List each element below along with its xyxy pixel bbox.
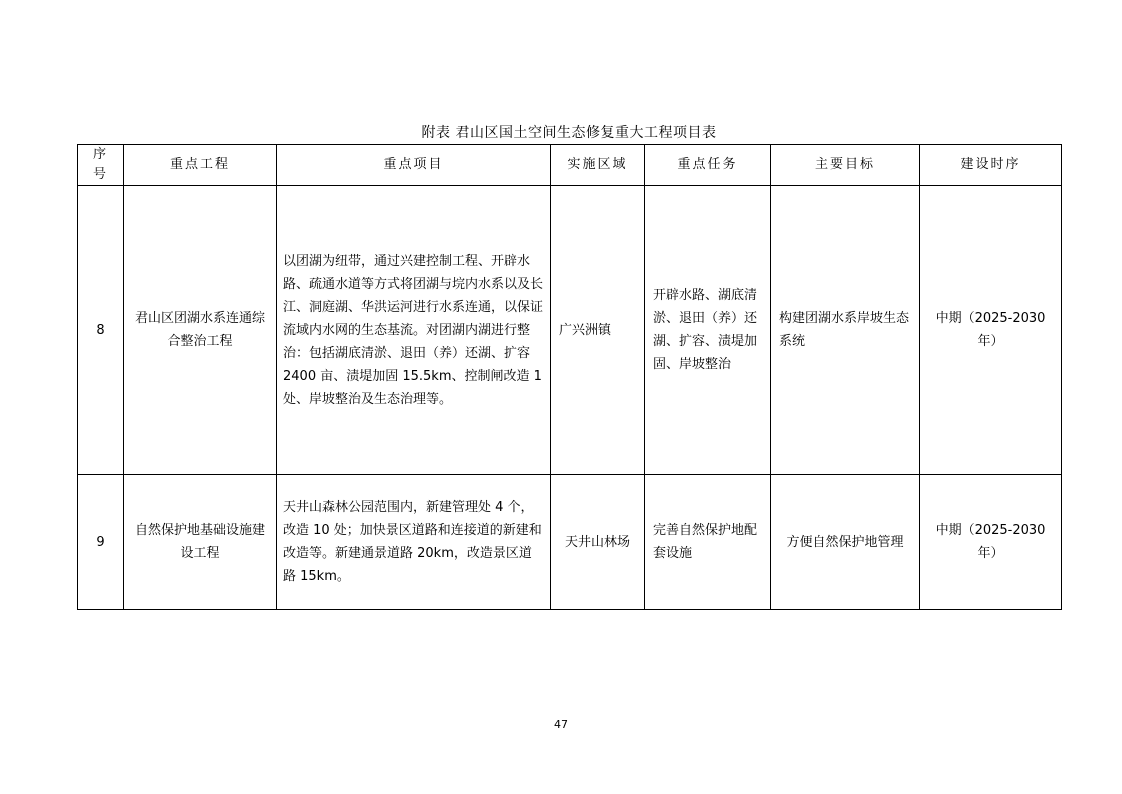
row-seq: 9 [78,475,124,610]
table-row [78,475,1062,610]
header-project: 重点工程 [124,145,277,186]
table-row [78,186,1062,475]
header-goal: 主要目标 [771,145,920,186]
row-description: 天井山森林公园范围内，新建管理处 4 个，改造 10 处；加快景区道路和连接道的新建和改造等。新建通景道路 20km，改造景区道路 15km。 [277,475,551,610]
page-number: 47 [554,718,568,731]
row-project: 自然保护地基础设施建设工程 [124,475,277,610]
header-tasks: 重点任务 [645,145,771,186]
row-area: 广兴洲镇 [551,186,645,475]
table-title: 附表 君山区国土空间生态修复重大工程项目表 [421,125,717,141]
row-project: 君山区团湖水系连通综合整治工程 [124,186,277,475]
row-goal: 方便自然保护地管理 [771,475,920,610]
header-description: 重点项目 [277,145,551,186]
header-timing: 建设时序 [920,145,1062,186]
row-seq: 8 [78,186,124,475]
row-tasks: 开辟水路、湖底清淤、退田（养）还湖、扩容、渍堤加固、岸坡整治 [645,186,771,475]
project-table [77,144,1062,610]
row-timing: 中期（2025-2030 年） [920,186,1062,475]
header-row [78,145,1062,186]
header-area: 实施区域 [551,145,645,186]
row-description: 以团湖为纽带，通过兴建控制工程、开辟水路、疏通水道等方式将团湖与垸内水系以及长江、洞庭湖、华洪运河进行水系连通，以保证流域内水网的生态基流。对团湖内湖进行整治：包括湖底清淤、退田（养）还湖、扩容 2400 亩、渍堤加固 15.5km、控制闸改造 1 处、岸坡整治及生态治理等。 [277,186,551,475]
row-tasks: 完善自然保护地配套设施 [645,475,771,610]
header-seq: 序号 [78,145,124,186]
row-area: 天井山林场 [551,475,645,610]
row-timing: 中期（2025-2030 年） [920,475,1062,610]
row-goal: 构建团湖水系岸坡生态系统 [771,186,920,475]
